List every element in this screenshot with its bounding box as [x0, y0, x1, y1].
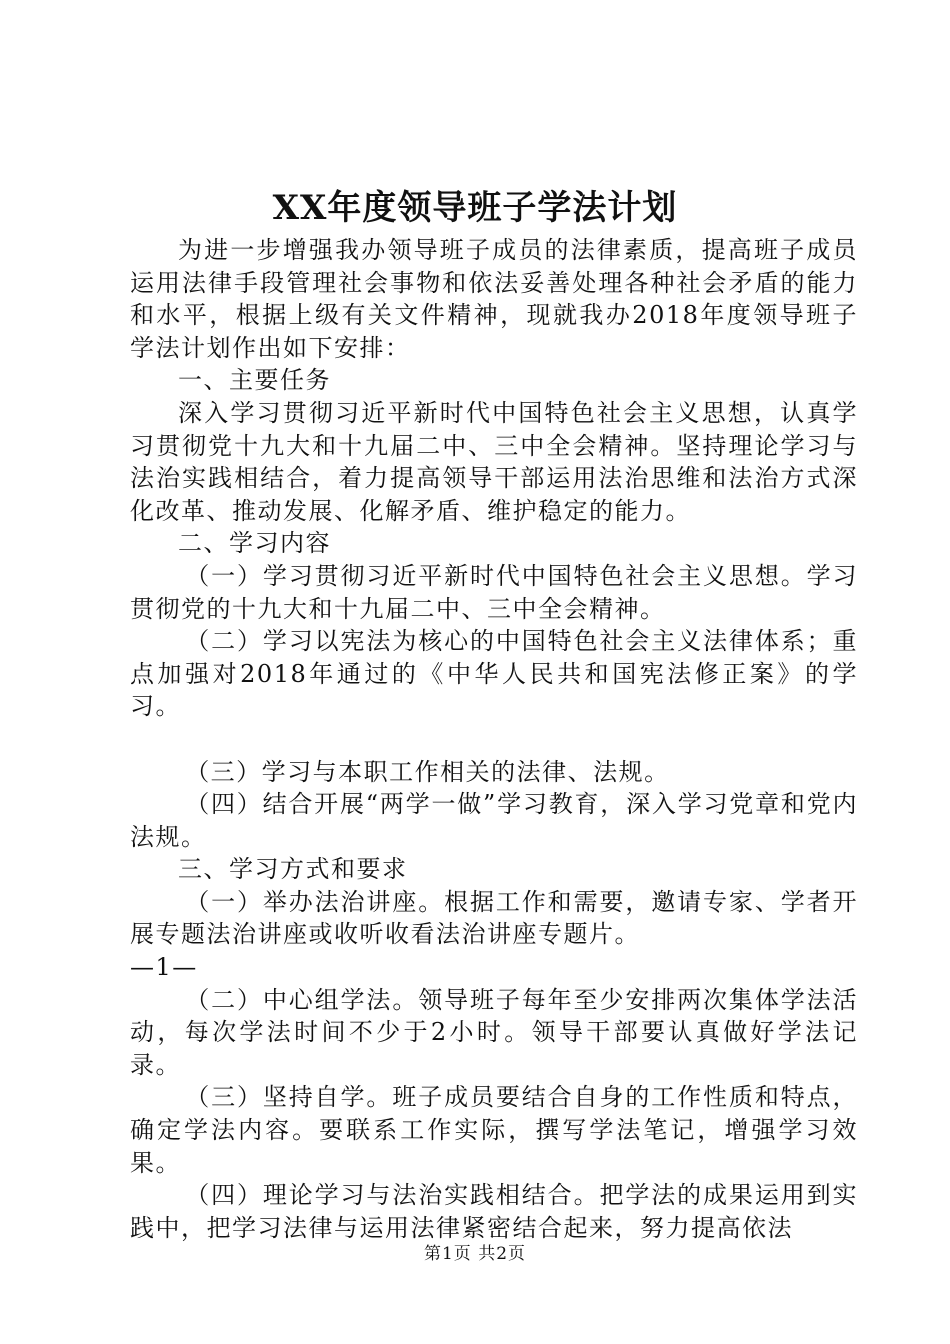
paragraph-spacer	[130, 723, 858, 756]
study-content-item-1: （一）学习贯彻习近平新时代中国特色社会主义思想。学习贯彻党的十九大和十九届二中、三中全会精神。	[130, 561, 858, 623]
document-title: XX年度领导班子学法计划	[272, 188, 678, 228]
intro-paragraph: 为进一步增强我办领导班子成员的法律素质，提高班子成员运用法律手段管理社会事物和依法妥善处理各种社会矛盾的能力和水平，根据上级有关文件精神，现就我办2018年度领导班子学法计划作出如下安排：	[130, 236, 858, 362]
page-footer: 第1页 共2页	[423, 1244, 527, 1264]
study-method-item-3: （三）坚持自学。班子成员要结合自身的工作性质和特点，确定学法内容。要联系工作实际，撰写学法笔记，增强学习效果。	[130, 1083, 858, 1177]
study-content-item-3: （三）学习与本职工作相关的法律、法规。	[185, 757, 670, 786]
study-method-item-1: （一）举办法治讲座。根据工作和需要，邀请专家、学者开展专题法治讲座或收听收看法治讲座专题片。	[130, 887, 858, 949]
inline-page-marker: —1—	[130, 953, 198, 982]
study-method-item-4: （四）理论学习与法治实践相结合。把学法的成果运用到实践中，把学习法律与运用法律紧密结合起来，努力提高依法	[130, 1181, 858, 1242]
main-tasks-paragraph: 深入学习贯彻习近平新时代中国特色社会主义思想，认真学习贯彻党十九大和十九届二中、三中全会精神。坚持理论学习与法治实践相结合，着力提高领导干部运用法治思维和法治方式深化改革、推动发展、化解矛盾、维护稳定的能力。	[130, 398, 858, 525]
study-content-item-2: （二）学习以宪法为核心的中国特色社会主义法律体系；重点加强对2018年通过的《中华人民共和国宪法修正案》的学习。	[130, 627, 858, 721]
study-method-item-2: （二）中心组学法。领导班子每年至少安排两次集体学法活动，每次学法时间不少于2小时。领导干部要认真做好学法记录。	[130, 985, 858, 1079]
section-heading-study-methods: 三、学习方式和要求	[178, 855, 408, 884]
section-heading-study-content: 二、学习内容	[178, 529, 331, 558]
study-content-item-4: （四）结合开展“两学一做”学习教育，深入学习党章和党内法规。	[130, 790, 858, 851]
section-heading-main-tasks: 一、主要任务	[178, 366, 331, 395]
document-body	[130, 234, 858, 1244]
